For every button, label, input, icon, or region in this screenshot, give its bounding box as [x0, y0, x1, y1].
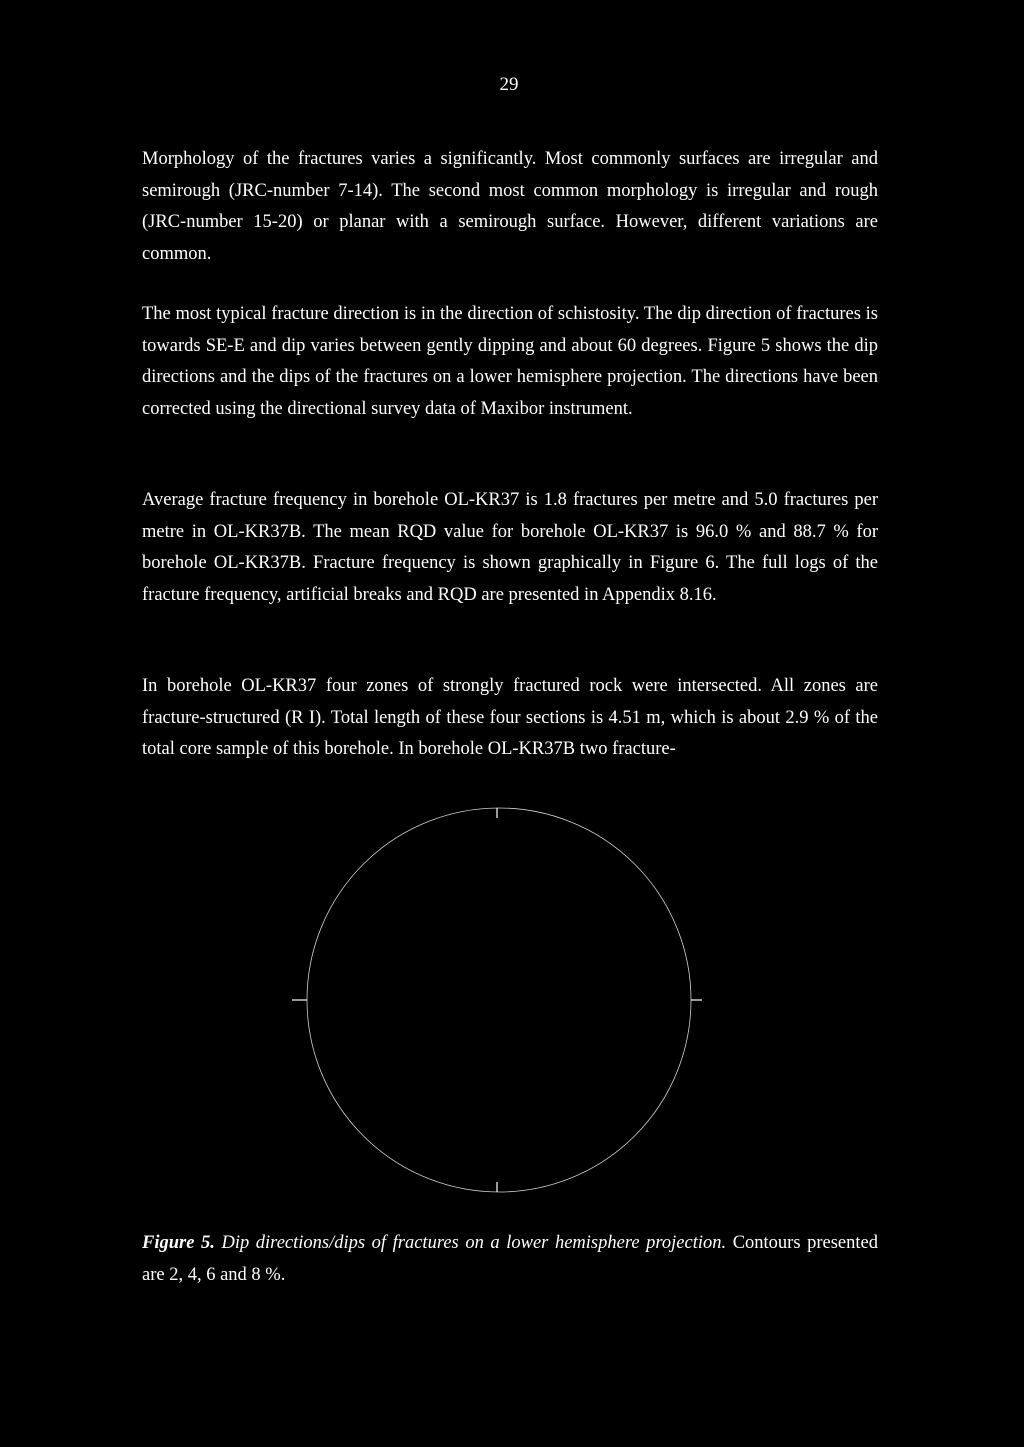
page-number: 29 — [499, 74, 519, 95]
figure-caption-rest: Contours presented are 2, 4, 6 and 8 %. — [142, 1233, 878, 1285]
paragraph-fractured-zones: In borehole OL-KR37 four zones of strongly fractured rock were intersected. All zones are fracture-structured (R I). Total length of these four sections is 4.51 m, which is about 2.9 % of the total core sample of this borehole. In borehole OL-KR37B two fracture- — [142, 676, 878, 759]
stereonet-figure — [280, 800, 720, 1200]
paragraph-fracture-morphology: Morphology of the fractures varies a significantly. Most commonly surfaces are irregular and semirough (JRC-number 7-14). The second most common morphology is irregular and rough (JRC-number 15-20) or planar with a semirough surface. However, different variations are common. — [142, 149, 878, 264]
projection-circle — [307, 808, 691, 1192]
figure-caption — [142, 1228, 878, 1291]
figure-caption-label: Figure 5. — [142, 1233, 215, 1253]
paragraph-fracture-direction: The most typical fracture direction is in the direction of schistosity. The dip direction of fractures is towards SE-E and dip varies between gently dipping and about 60 degrees. Figure 5 shows the dip directions and the dips of the fractures on a lower hemisphere projection. The directions have been corrected using the directional survey data of Maxibor instrument. — [142, 304, 878, 419]
figure-caption-title: Dip directions/dips of fractures on a lower hemisphere projection. — [221, 1233, 727, 1253]
paragraph-fracture-frequency: Average fracture frequency in borehole OL-KR37 is 1.8 fractures per metre and 5.0 fractures per metre in OL-KR37B. The mean RQD value for borehole OL-KR37 is 96.0 % and 88.7 % for borehole OL-KR37B. Fracture frequency is shown graphically in Figure 6. The full logs of the fracture frequency, artificial breaks and RQD are presented in Appendix 8.16. — [142, 490, 878, 605]
stereonet-plot — [280, 800, 720, 1200]
